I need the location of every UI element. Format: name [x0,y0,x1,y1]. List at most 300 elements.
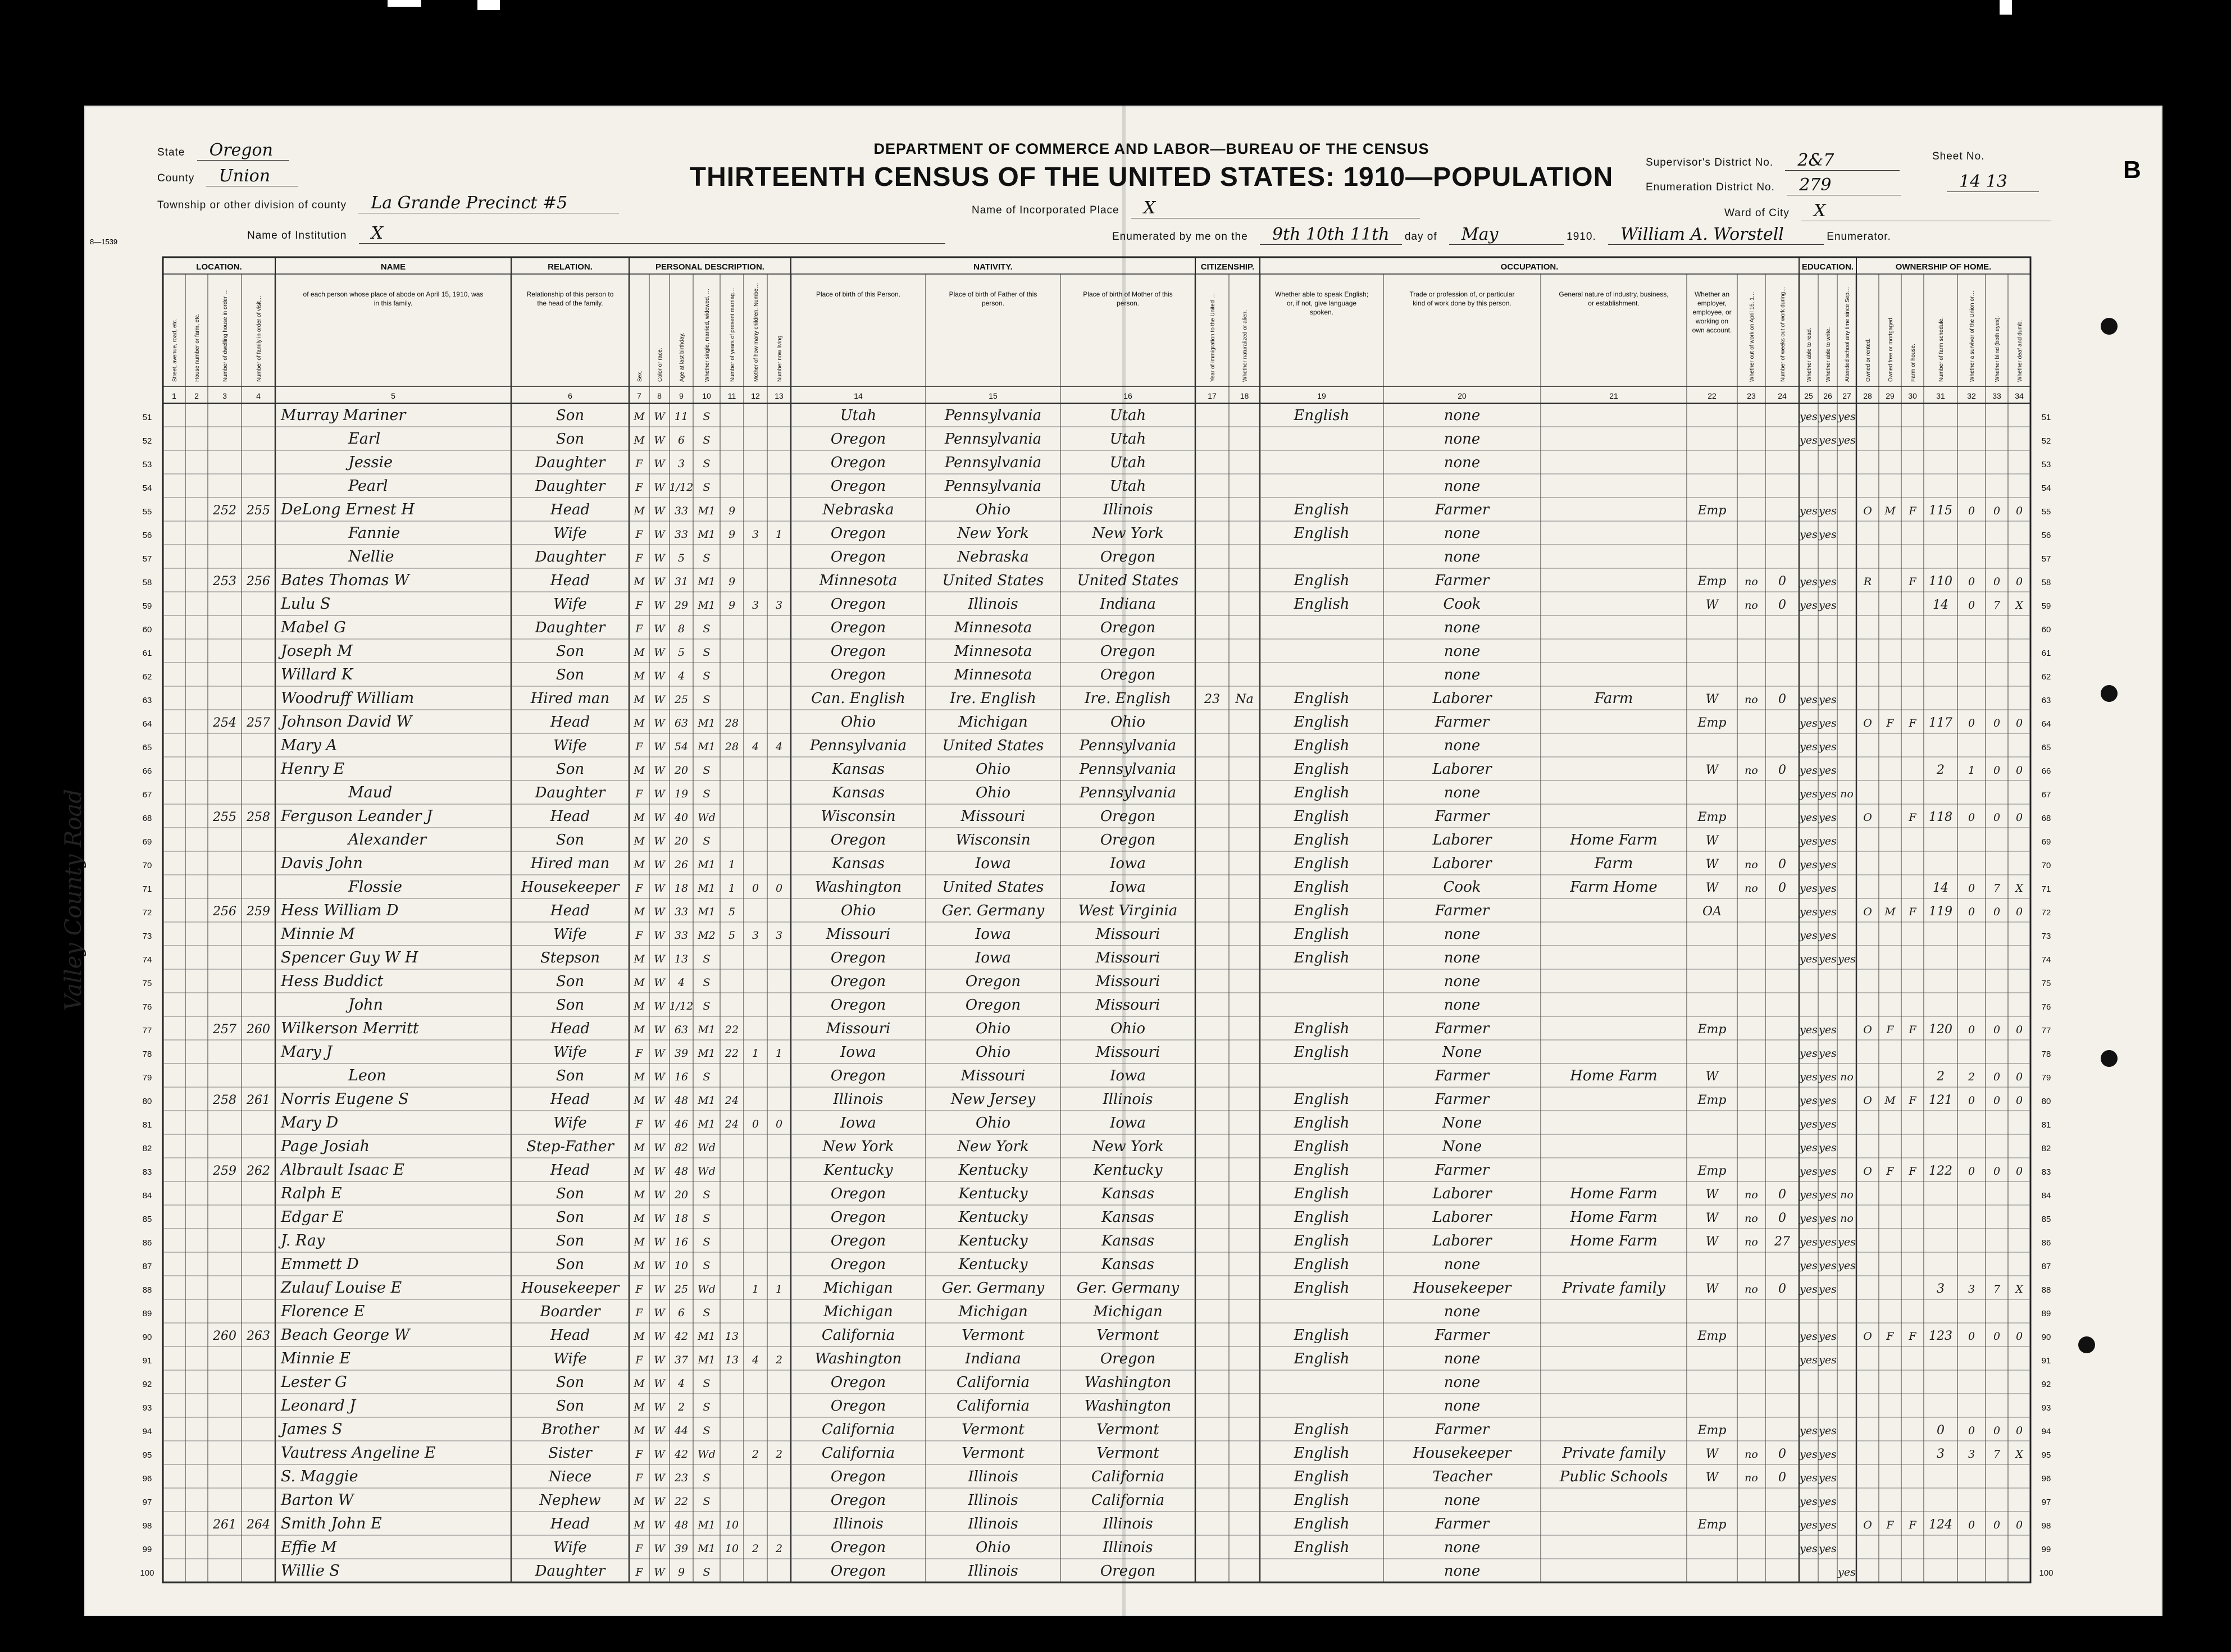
cell-yrs: 22 [725,1047,739,1060]
cell-deaf: 0 [2015,1094,2023,1107]
column-number: 19 [1317,391,1326,400]
cell-emp: W [1705,881,1719,895]
cell-read: yes [1800,859,1818,871]
cell-emp: W [1705,598,1719,612]
cell-father: Vermont [962,1421,1025,1438]
cell-weeks: 0 [1778,1282,1786,1296]
cell-english: English [1294,1138,1350,1155]
cell-sex: M [634,1236,645,1248]
cell-blind: 7 [1993,599,2001,611]
cell-write: yes [1819,882,1837,895]
line-number-left: 55 [142,507,152,517]
cell-deaf: 0 [2015,576,2023,588]
column-header: Farm or house. [1910,344,1916,382]
cell-marital: S [703,788,711,800]
cell-trade: none [1444,950,1481,966]
line-number-left: 96 [142,1474,152,1484]
cell-school: yes [1838,434,1856,446]
cell-living: 1 [775,528,783,541]
line-number-left: 52 [142,436,152,446]
line-number-left: 87 [142,1262,152,1271]
person-name: Emmett D [281,1256,359,1273]
line-number-left: 69 [142,837,152,847]
cell-mother: Utah [1109,431,1146,448]
cell-marital: Wd [698,811,716,824]
cell-marital: M1 [698,1118,716,1130]
cell-marital: M1 [698,1354,716,1366]
cell-father: Kentucky [958,1256,1028,1273]
cell-father: Illinois [968,1468,1018,1485]
group-label: OCCUPATION. [1500,262,1559,272]
enumeration-label: Enumeration District No. [1646,181,1775,193]
cell-age: 23 [674,1472,689,1484]
cell-age: 25 [674,693,689,706]
cell-weeks: 0 [1778,881,1786,895]
cell-outwork: no [1745,693,1758,706]
cell-birth: Missouri [826,1020,891,1037]
cell-father: Ohio [975,1115,1011,1131]
cell-birth: Washington [814,879,902,896]
cell-deaf: 0 [2015,1519,2023,1531]
cell-write: yes [1819,1354,1837,1366]
cell-sex: M [634,906,645,918]
cell-english: English [1294,1162,1350,1179]
cell-relation: Nephew [539,1492,601,1509]
cell-marital: S [703,1259,711,1272]
department-heading: DEPARTMENT OF COMMERCE AND LABOR—BUREAU OF THE CENSUS [873,140,1429,157]
cell-sex: F [635,528,643,541]
line-number-left: 98 [142,1521,152,1531]
cell-mother: Pennsylvania [1079,784,1177,801]
census-grid [140,257,2140,1599]
census-title: THIRTEENTH CENSUS OF THE UNITED STATES: 1910—POPULATION [689,162,1614,192]
line-number-right: 99 [2041,1545,2051,1554]
cell-read: yes [1800,788,1818,800]
cell-birth: Oregon [830,596,886,613]
cell-marital: S [703,1495,711,1508]
cell-relation: Head [550,1091,590,1108]
cell-sex: M [634,1519,645,1531]
line-number-right: 70 [2041,861,2051,870]
cell-birth: Oregon [830,431,886,448]
cell-industry: Farm [1594,855,1633,872]
cell-birth: Ohio [840,902,876,919]
cell-father: Ohio [975,501,1011,518]
cell-blind: 0 [1993,1330,2001,1343]
cell-trade: Cook [1443,596,1481,613]
cell-relation: Head [550,902,590,919]
cell-english: English [1294,926,1350,943]
cell-mother: Oregon [1100,832,1156,848]
cell-english: English [1294,832,1350,848]
cell-trade: none [1444,667,1481,683]
cell-relation: Son [556,667,585,683]
cell-birth: Oregon [830,619,886,636]
cell-weeks: 0 [1778,1188,1786,1202]
cell-marital: S [703,1071,711,1083]
cell-relation: Son [556,997,585,1014]
cell-read: yes [1800,693,1818,706]
cell-blind: 0 [1993,1024,2001,1036]
person-name: Henry E [281,760,345,778]
cell-read: yes [1800,1094,1818,1107]
cell-read: yes [1800,1472,1818,1484]
cell-race: W [654,1519,665,1531]
cell-father: Illinois [968,596,1018,613]
cell-sex: M [634,859,645,871]
cell-birth: Oregon [830,1233,886,1249]
line-number-left: 82 [142,1144,152,1153]
person-name: Mary J [281,1043,333,1061]
cell-deaf: 0 [2015,1071,2023,1083]
cell-yrs: 9 [728,528,736,541]
cell-emp: W [1705,763,1719,777]
cell-write: yes [1819,1495,1837,1508]
line-number-left: 61 [142,649,152,658]
cell-read: yes [1800,717,1818,729]
cell-sex: F [635,1472,643,1484]
cell-birth: Oregon [830,1067,886,1084]
cell-mother: Kansas [1101,1185,1154,1202]
cell-relation: Head [550,501,590,518]
sheet-value: 14 13 [1947,172,2039,192]
cell-sex: M [634,1259,645,1272]
cell-write: yes [1819,835,1837,847]
cell-industry: Private family [1562,1445,1665,1462]
person-name: Bates Thomas W [281,572,409,589]
cell-mother: Oregon [1100,1350,1156,1367]
cell-farm: F [1909,1519,1916,1531]
cell-race: W [654,811,665,824]
cell-sex: F [635,1307,643,1319]
cell-yrs: 5 [728,906,736,918]
person-name: Hess William D [281,902,399,919]
cell-english: English [1294,1468,1350,1485]
person-name: Lester G [281,1373,347,1391]
person-name: Mary D [281,1114,339,1131]
cell-sex: F [635,599,643,611]
cell-own: O [1863,811,1872,824]
cell-marital: M1 [698,576,716,588]
cell-marital: Wd [698,1448,716,1461]
cell-own: R [1863,576,1872,588]
cell-emp: W [1705,1211,1719,1225]
cell-english: English [1294,690,1350,707]
cell-read: yes [1800,811,1818,824]
cell-mother: Iowa [1110,855,1146,872]
cell-read: yes [1800,1118,1818,1130]
cell-marital: S [703,1566,711,1578]
cell-father: Pennsylvania [944,431,1042,448]
cell-yrs: 1 [728,859,736,871]
cell-race: W [654,646,665,659]
cell-marital: S [703,1236,711,1248]
cell-write: yes [1819,1543,1837,1555]
cell-marital: S [703,1401,711,1413]
cell-yrs: 22 [725,1024,739,1036]
cell-english: English [1294,1115,1350,1131]
cell-school: yes [1838,1566,1856,1578]
cell-emp: W [1705,1282,1719,1296]
cell-living: 0 [775,1118,783,1130]
cell-english: English [1294,1516,1350,1532]
cell-sex: F [635,788,643,800]
ward-label: Ward of City [1724,207,1790,219]
column-header: Number of farm schedule. [1938,317,1945,382]
column-number: 8 [657,391,662,400]
column-header: Owned free or mortgaged. [1888,316,1894,382]
column-number: 7 [637,391,641,400]
person-name: Norris Eugene S [281,1090,409,1108]
cell-write: yes [1819,1259,1837,1272]
cell-farm: F [1909,717,1916,729]
person-name: James S [281,1421,343,1438]
cell-blind: 7 [1993,1448,2001,1461]
cell-surv: 0 [1968,1024,1975,1036]
cell-trade: Laborer [1432,690,1492,707]
line-number-right: 75 [2041,979,2051,988]
cell-english: English [1294,525,1350,542]
cell-own: O [1863,505,1872,517]
column-header: own account. [1692,326,1732,334]
cell-birth: Oregon [830,1563,886,1580]
person-name: Barton W [281,1491,354,1509]
line-number-left: 60 [142,625,152,635]
cell-trade: none [1444,737,1481,754]
person-name: S. Maggie [281,1468,358,1485]
cell-race: W [654,1094,665,1107]
line-number-left: 89 [142,1309,152,1318]
cell-race: W [654,552,665,564]
cell-marital: M2 [698,929,716,942]
cell-sex: M [634,1495,645,1508]
cell-relation: Son [556,832,585,848]
cell-emp: Emp [1697,716,1727,730]
cell-industry: Home Farm [1570,1209,1658,1226]
enumerator-name: William A. Worstell [1608,225,1824,245]
cell-race: W [654,1024,665,1036]
line-number-left: 75 [142,979,152,988]
line-number-left: 78 [142,1049,152,1059]
person-name: Maud [348,784,393,801]
cell-relation: Son [556,407,585,424]
cell-race: W [654,599,665,611]
cell-read: yes [1800,1495,1818,1508]
cell-sched: 121 [1929,1093,1952,1107]
cell-birth: Kansas [832,855,885,872]
cell-write: yes [1819,1448,1837,1461]
cell-marital: S [703,646,711,659]
cell-weeks: 0 [1778,763,1786,777]
cell-living: 2 [775,1448,783,1461]
cell-relation: Niece [548,1468,592,1485]
column-header: or establishment. [1588,299,1640,307]
person-name: Minnie E [281,1350,350,1367]
cell-birth: Ohio [840,714,876,731]
cell-sex: F [635,1354,643,1366]
cell-write: yes [1819,1519,1837,1531]
cell-relation: Head [550,1162,590,1179]
cell-age: 5 [677,646,685,659]
line-number-left: 68 [142,814,152,823]
cell-read: yes [1800,835,1818,847]
cell-race: W [654,1330,665,1343]
cell-english: English [1294,1044,1350,1061]
cell-sched: 0 [1937,1423,1945,1437]
cell-deaf: 0 [2015,717,2023,729]
cell-race: W [654,1283,665,1295]
cell-write: yes [1819,1472,1837,1484]
cell-mother: Ger. Germany [1076,1280,1180,1297]
cell-mother: Oregon [1100,619,1156,636]
cell-race: W [654,670,665,682]
cell-read: yes [1800,576,1818,588]
cell-father: Oregon [965,997,1021,1014]
person-name: John [348,996,383,1014]
cell-own: O [1863,1165,1872,1178]
cell-marital: M1 [698,1047,716,1060]
cell-english: English [1294,1445,1350,1462]
cell-mort: F [1886,1519,1894,1531]
cell-relation: Son [556,761,585,778]
person-name: Vautress Angeline E [281,1444,436,1462]
line-number-right: 86 [2041,1238,2051,1248]
cell-birth: New York [822,1138,894,1155]
cell-trade: None [1442,1044,1482,1061]
cell-race: W [654,1472,665,1484]
cell-read: yes [1800,528,1818,541]
cell-blind: 0 [1993,1071,2001,1083]
cell-mother: Vermont [1096,1421,1159,1438]
cell-mother: West Virginia [1078,902,1178,919]
cell-age: 1/12 [669,1000,694,1012]
cell-mother: Kansas [1101,1233,1154,1249]
cell-relation: Daughter [535,454,605,471]
cell-read: yes [1800,1330,1818,1343]
line-number-right: 92 [2041,1380,2051,1389]
cell-read: yes [1800,1543,1818,1555]
cell-marital: S [703,953,711,965]
line-number-right: 85 [2041,1215,2051,1224]
cell-surv: 0 [1968,906,1975,918]
cell-birth: Oregon [830,643,886,660]
line-number-left: 77 [142,1026,152,1035]
cell-race: W [654,1543,665,1555]
cell-yrs: 13 [725,1330,739,1343]
column-number: 6 [568,391,572,400]
cell-race: W [654,1142,665,1154]
cell-father: Nebraska [957,549,1029,565]
cell-sex: M [634,1024,645,1036]
cell-sex: M [634,811,645,824]
cell-relation: Wife [553,596,587,613]
column-header: Color or race. [657,348,663,382]
ward-value: X [1801,201,2051,221]
column-header: person. [981,299,1005,307]
line-number-left: 91 [142,1356,152,1366]
cell-relation: Hired man [530,855,610,872]
line-number-right: 94 [2041,1427,2051,1436]
cell-birth: Oregon [830,1185,886,1202]
column-header: Whether naturalized or alien. [1242,310,1249,382]
cell-age: 42 [674,1448,689,1461]
cell-mother: Utah [1109,454,1146,471]
line-number-right: 84 [2041,1191,2051,1201]
line-number-right: 57 [2041,554,2051,564]
cell-family: 260 [247,1023,270,1037]
cell-race: W [654,859,665,871]
cell-industry: Home Farm [1570,1185,1658,1202]
cell-write: yes [1819,505,1837,517]
person-name: Willie S [281,1562,340,1580]
person-name: Effie M [281,1539,337,1556]
cell-deaf: X [2015,599,2023,611]
person-name: J. Ray [281,1232,325,1249]
cell-race: W [654,906,665,918]
cell-emp: W [1705,1070,1719,1084]
cell-living: 0 [775,882,783,895]
cell-emp: W [1705,1235,1719,1249]
line-number-left: 90 [142,1332,152,1342]
cell-father: California [956,1398,1030,1414]
cell-sex: M [634,1000,645,1012]
cell-birth: Washington [814,1350,902,1367]
cell-race: W [654,576,665,588]
column-header: Attended school any time since Sep… [1845,287,1851,382]
cell-marital: M1 [698,599,716,611]
cell-yrs: 24 [725,1118,739,1130]
cell-race: W [654,764,665,777]
cell-mother: Vermont [1096,1445,1159,1462]
cell-race: W [654,1236,665,1248]
cell-father: Ohio [975,784,1011,801]
cell-relation: Son [556,1374,585,1391]
cell-read: yes [1800,505,1818,517]
cell-age: 82 [674,1142,689,1154]
cell-surv: 2 [1968,1071,1975,1083]
line-number-right: 54 [2041,483,2051,493]
group-label: PERSONAL DESCRIPTION. [655,262,764,272]
column-number: 1 [172,391,176,400]
group-label: CITIZENSHIP. [1200,262,1255,272]
cell-birth: Utah [840,407,877,424]
cell-birth: Iowa [840,1115,876,1131]
cell-race: W [654,1165,665,1178]
line-number-right: 68 [2041,814,2051,823]
person-name: Wilkerson Merritt [281,1020,419,1037]
state-field [157,140,289,161]
cell-born: 4 [752,741,759,753]
line-number-right: 64 [2041,719,2051,729]
cell-write: yes [1819,1047,1837,1060]
cell-surv: 1 [1968,764,1975,777]
cell-birth: Oregon [830,478,886,495]
cell-mother: California [1091,1468,1165,1485]
cell-school: yes [1838,1236,1856,1248]
cell-read: yes [1800,906,1818,918]
cell-age: 10 [674,1259,689,1272]
cell-birth: Oregon [830,1209,886,1226]
cell-age: 29 [674,599,689,611]
cell-trade: Laborer [1432,1209,1492,1226]
cell-marital: S [703,434,711,446]
column-header: working on [1695,317,1729,325]
cell-sched: 115 [1929,504,1952,518]
cell-race: W [654,1354,665,1366]
census-sheet [84,106,2162,1616]
column-number: 3 [222,391,227,400]
column-header: Whether deaf and dumb. [2017,320,2023,382]
